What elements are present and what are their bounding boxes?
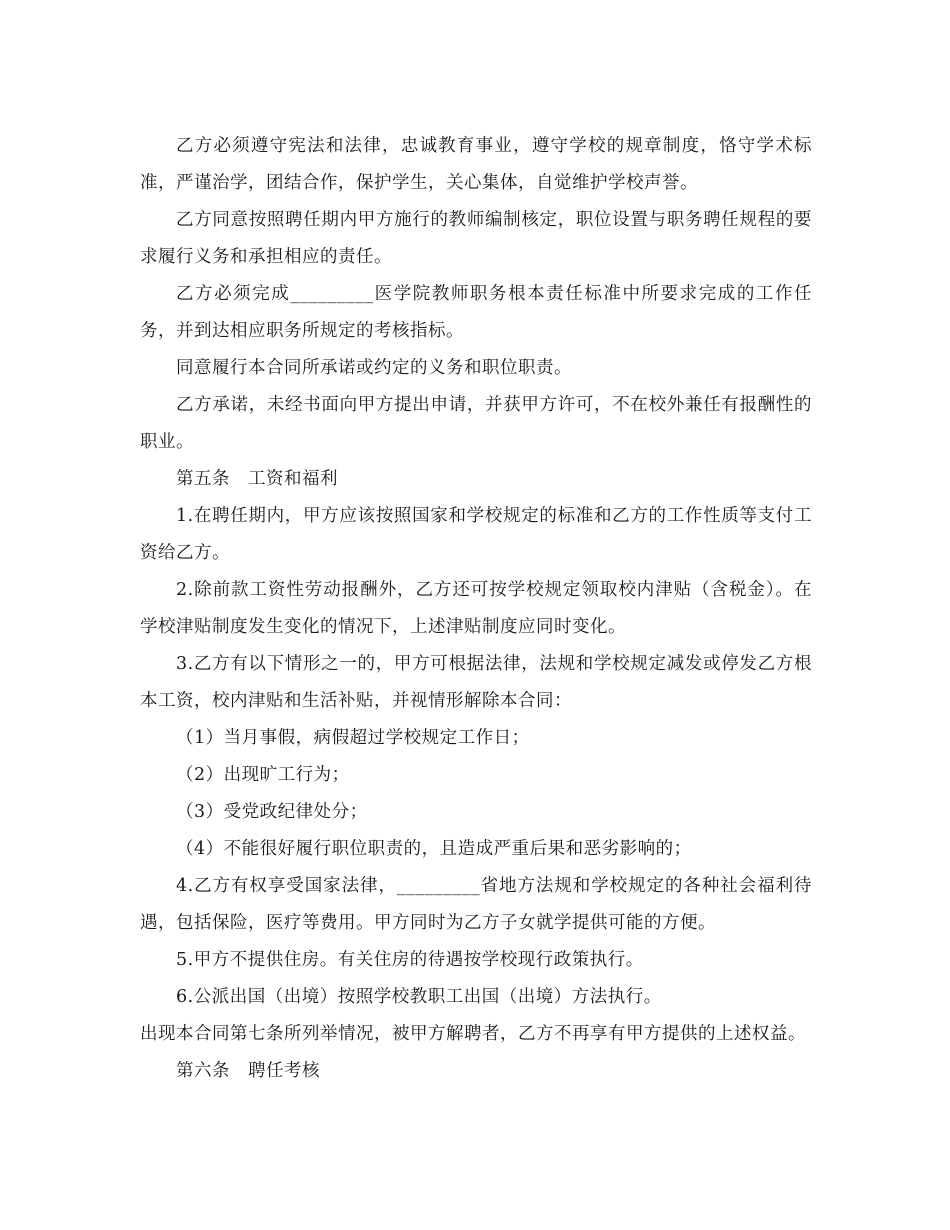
paragraph-outside-work: 乙方承诺，未经书面向甲方提出申请，并获甲方许可，不在校外兼任有报酬性的职业。 — [140, 395, 812, 452]
section-heading-article-6: 第六条 聘任考核 — [176, 1061, 320, 1081]
list-item-4: （4）不能很好履行职位职责的，且造成严重后果和恶劣影响的； — [176, 839, 692, 859]
paragraph-salary-1: 1.在聘任期内，甲方应该按照国家和学校规定的标准和乙方的工作性质等支付工资给乙方。 — [140, 506, 812, 563]
section-heading-article-5: 第五条 工资和福利 — [176, 469, 338, 489]
list-item-3: （3）受党政纪律处分； — [176, 802, 368, 822]
paragraph-welfare-post: 省地方法规和学校规定的各种社会福利待遇，包括保险，医疗等费用。甲方同时为乙方子女就学提供可能的方便。 — [140, 876, 812, 933]
list-item-1: （1）当月事假，病假超过学校规定工作日； — [176, 728, 530, 748]
paragraph-welfare-pre: 4.乙方有权享受国家法律， — [176, 876, 397, 896]
document-page — [140, 128, 812, 1090]
list-item-2: （2）出现旷工行为； — [176, 765, 350, 785]
blank-field: _________ — [290, 284, 374, 304]
blank-field: _________ — [396, 876, 481, 896]
paragraph-task-post: 医学院教师职务根本责任标准中所要求完成的工作任务，并到达相应职务所规定的考核指标。 — [140, 284, 813, 341]
paragraph-agreement: 同意履行本合同所承诺或约定的义务和职位职责。 — [176, 358, 572, 378]
paragraph-task-completion — [140, 276, 812, 350]
paragraph-housing-5: 5.甲方不提供住房。有关住房的待遇按学校现行政策执行。 — [176, 950, 644, 970]
paragraph-welfare-4 — [140, 868, 812, 942]
paragraph-salary-3: 3.乙方有以下情形之一的，甲方可根据法律，法规和学校规定减发或停发乙方根本工资，校内津贴和生活补贴，并视情形解除本合同： — [140, 654, 812, 711]
paragraph-task-pre: 乙方必须完成 — [176, 284, 291, 304]
paragraph-staffing: 乙方同意按照聘任期内甲方施行的教师编制核定，职位设置与职务聘任规程的要求履行义务和承担相应的责任。 — [140, 210, 812, 267]
paragraph-dismissal: 出现本合同第七条所列举情况，被甲方解聘者，乙方不再享有甲方提供的上述权益。 — [140, 1024, 806, 1044]
paragraph-abroad-6: 6.公派出国（出境）按照学校教职工出国（出境）方法执行。 — [176, 987, 662, 1007]
paragraph-obligations: 乙方必须遵守宪法和法律，忠诚教育事业，遵守学校的规章制度，恪守学术标准，严谨治学，团结合作，保护学生，关心集体，自觉维护学校声誉。 — [140, 136, 812, 193]
paragraph-salary-2: 2.除前款工资性劳动报酬外，乙方还可按学校规定领取校内津贴（含税金）。在学校津贴制度发生变化的情况下，上述津贴制度应同时变化。 — [140, 580, 812, 637]
